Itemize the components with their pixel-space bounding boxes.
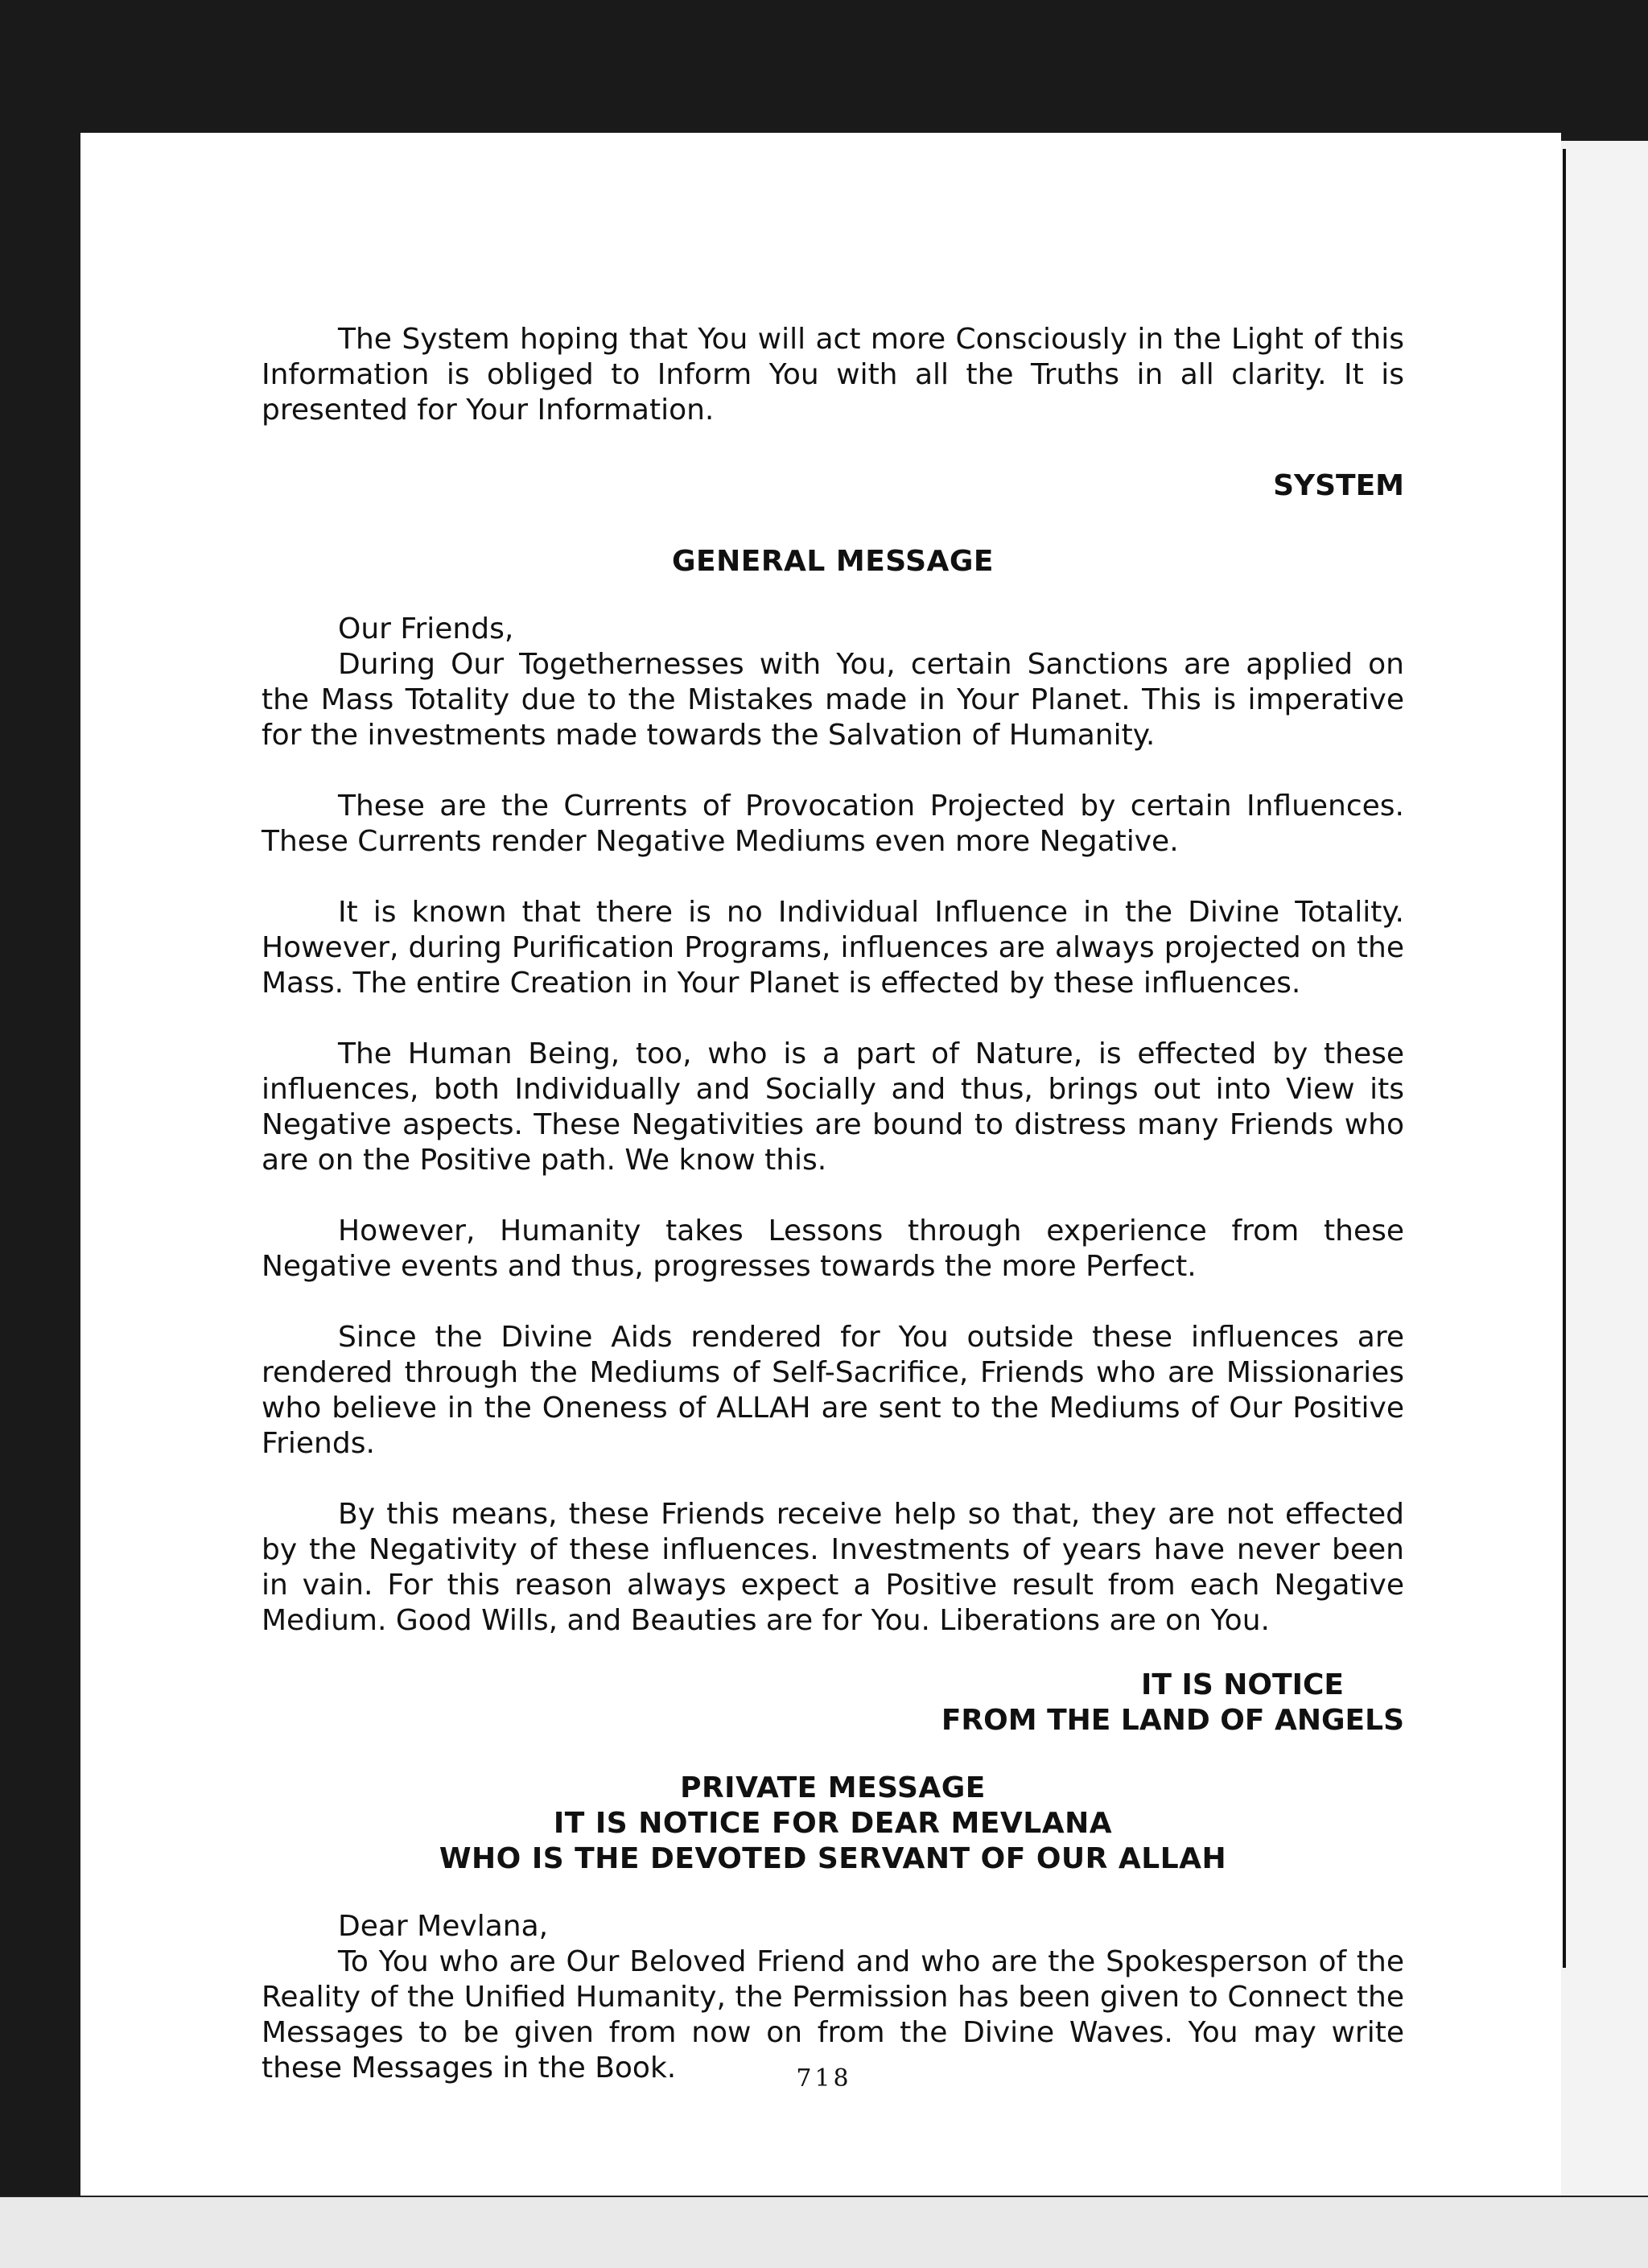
- private-salutation: Dear Mevlana,: [338, 1910, 549, 1943]
- page-right-margin: [1561, 141, 1648, 2197]
- private-message-heading: [262, 1771, 1404, 1877]
- general-paragraph-7: By this means, these Friends receive help so that, they are not effected by the Negativity of these influences. Investments of years have never been in vain. For this reason always expect a Positive result from each Negative Medium. Good Wills, and Beauties are for You. Liberations are on You.: [262, 1498, 1404, 1637]
- general-paragraph-6: Since the Divine Aids rendered for You outside these influences are rendered through the Mediums of Self-Sacrifice, Friends who are Missionaries who believe in the Oneness of ALLAH are sent to the Mediums of Our Positive Friends.: [262, 1321, 1404, 1460]
- angels-signature: [262, 1668, 1404, 1738]
- angels-signature-line-2: FROM THE LAND OF ANGELS: [941, 1704, 1404, 1737]
- general-paragraph-1: During Our Togethernesses with You, certain Sanctions are applied on the Mass Totality due to the Mistakes made in Your Planet. This is imperative for the investments made towards the Salvation of Humanity.: [262, 648, 1404, 752]
- general-paragraph-3: It is known that there is no Individual Influence in the Divine Totality. However, during Purification Programs, influences are always projected on the Mass. The entire Creation in Your Planet is effected by these influences.: [262, 896, 1404, 1000]
- bottom-scan-edge: [0, 2197, 1648, 2268]
- system-signature: SYSTEM: [1273, 469, 1404, 502]
- private-paragraph-1: To You who are Our Beloved Friend and who are the Spokesperson of the Reality of the Unified Humanity, the Permission has been given to Connect the Messages to be given from now on from the Divine Waves. You may write these Messages in the Book.: [262, 1945, 1404, 2084]
- private-heading-line-3: WHO IS THE DEVOTED SERVANT OF OUR ALLAH: [439, 1842, 1227, 1875]
- general-message-heading: GENERAL MESSAGE: [671, 545, 995, 578]
- intro-paragraph: The System hoping that You will act more Consciously in the Light of this Information is obliged to Inform You with all the Truths in all clarity. It is presented for Your Information.: [262, 323, 1404, 427]
- general-salutation: Our Friends,: [338, 612, 514, 645]
- binding-edge-line: [1563, 149, 1566, 1968]
- general-paragraph-4: The Human Being, too, who is a part of Nature, is effected by these influences, both Individually and Socially and thus, brings out into View its Negative aspects. These Negativities are bound to distress many Friends who are on the Positive path. We know this.: [262, 1037, 1404, 1177]
- private-heading-line-1: PRIVATE MESSAGE: [680, 1771, 986, 1804]
- angels-signature-line-1: IT IS NOTICE: [1140, 1668, 1344, 1701]
- page-text: [262, 322, 1404, 2086]
- private-heading-line-2: IT IS NOTICE FOR DEAR MEVLANA: [553, 1807, 1113, 1840]
- general-paragraph-5: However, Humanity takes Lessons through experience from these Negative events and thus, progresses towards the more Perfect.: [262, 1214, 1404, 1283]
- page-number: 718: [796, 2064, 852, 2093]
- general-paragraph-2: These are the Currents of Provocation Projected by certain Influences. These Currents render Negative Mediums even more Negative.: [262, 790, 1404, 858]
